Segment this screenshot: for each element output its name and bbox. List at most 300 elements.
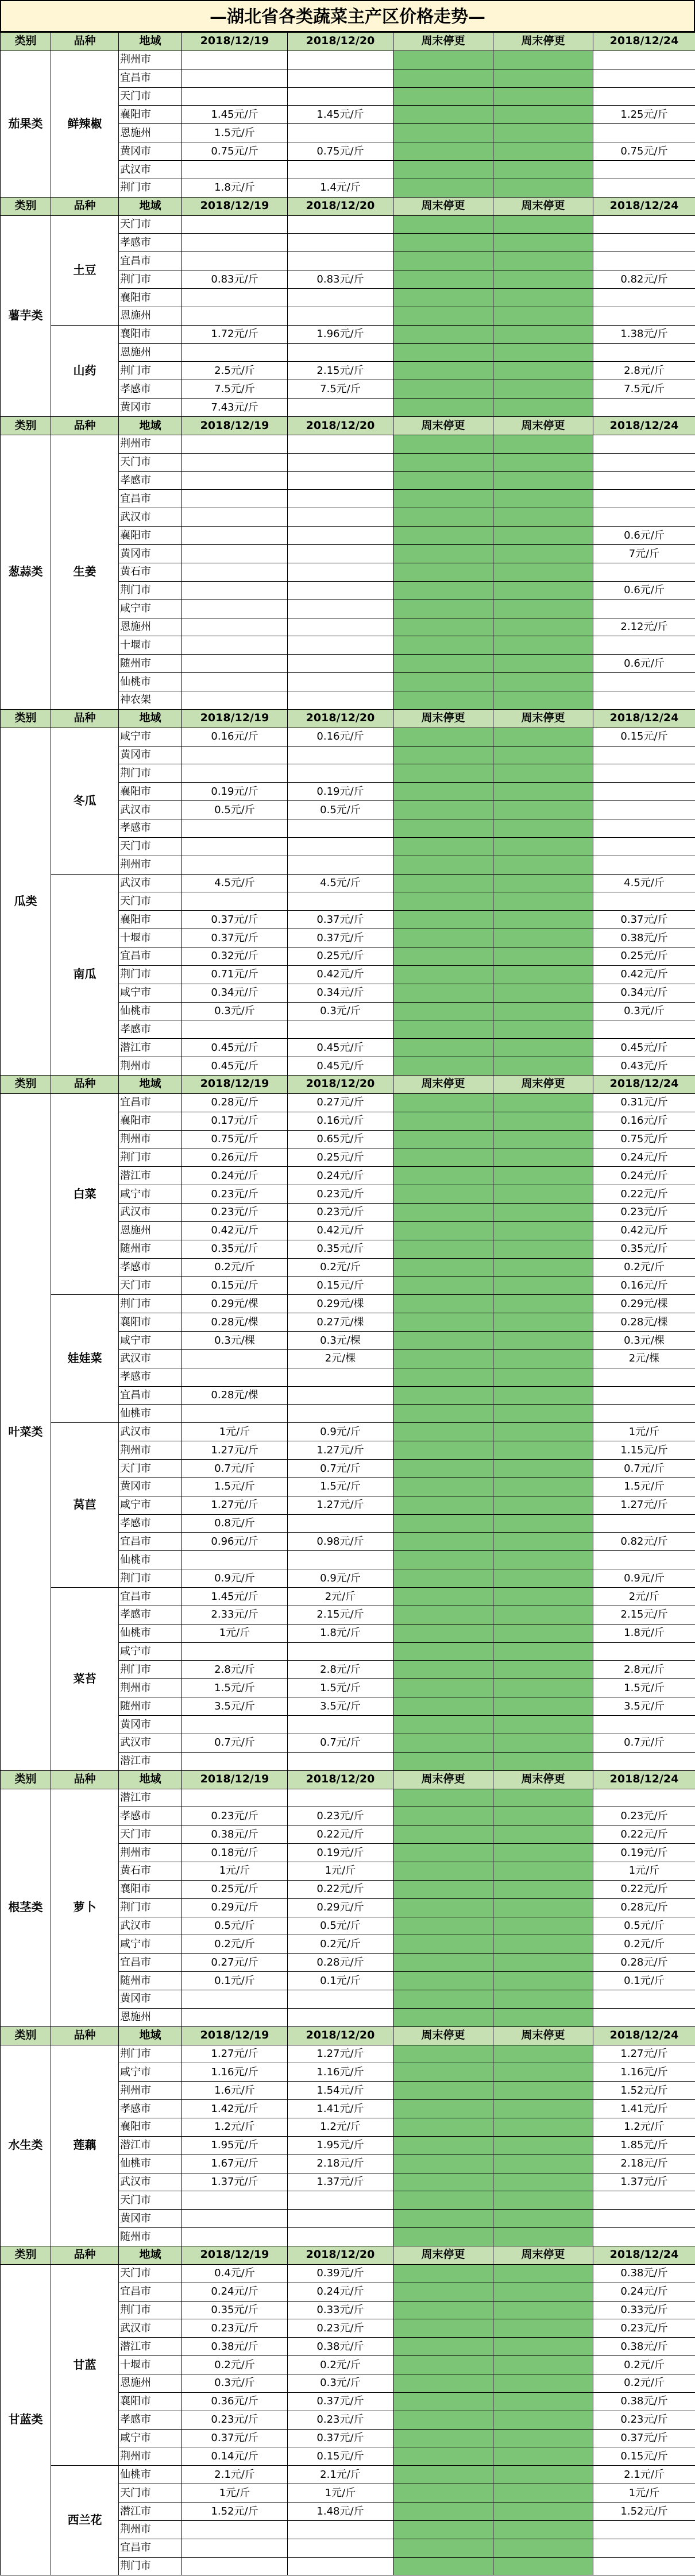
- region-cell: 荆州市: [119, 1844, 182, 1862]
- price-cell-1224: 1.27元/斤: [593, 1496, 695, 1514]
- weekend-cell: [393, 362, 493, 380]
- price-cell-1224: 0.23元/斤: [593, 2411, 695, 2429]
- price-cell-1219: 0.16元/斤: [182, 728, 288, 746]
- price-cell-1220: 0.15元/斤: [288, 2447, 393, 2466]
- price-cell-1220: [288, 563, 393, 581]
- weekend-cell: [393, 783, 493, 801]
- price-cell-1220: 0.19元/斤: [288, 783, 393, 801]
- header-date-1219: 2018/12/19: [182, 1770, 288, 1789]
- region-cell: 天门市: [119, 87, 182, 106]
- weekend-cell: [493, 1130, 593, 1148]
- weekend-cell: [393, 1240, 493, 1258]
- weekend-cell: [493, 1112, 593, 1130]
- price-cell-1219: 0.1元/斤: [182, 1972, 288, 1990]
- region-cell: 恩施州: [119, 307, 182, 325]
- price-cell-1220: 0.22元/斤: [288, 1825, 393, 1844]
- variety-cell: 白菜: [51, 1093, 119, 1294]
- price-cell-1219: 0.19元/斤: [182, 783, 288, 801]
- price-cell-1220: [288, 234, 393, 252]
- header-category: 类别: [1, 709, 51, 728]
- price-cell-1224: [593, 819, 695, 837]
- weekend-cell: [493, 728, 593, 746]
- price-cell-1224: [593, 1990, 695, 2008]
- price-cell-1224: 1.16元/斤: [593, 2063, 695, 2082]
- price-cell-1224: 2.18元/斤: [593, 2155, 695, 2173]
- weekend-cell: [493, 1697, 593, 1716]
- header-date-1224: 2018/12/24: [593, 1075, 695, 1093]
- price-cell-1220: 1.16元/斤: [288, 2063, 393, 2082]
- region-cell: 孝感市: [119, 1606, 182, 1624]
- price-cell-1224: [593, 399, 695, 417]
- price-cell-1224: 2元/棵: [593, 1349, 695, 1368]
- weekend-cell: [393, 527, 493, 545]
- table-row: [1, 728, 695, 746]
- price-cell-1219: 1.27元/斤: [182, 2045, 288, 2063]
- header-date-1219: 2018/12/19: [182, 197, 288, 215]
- region-cell: 咸宁市: [119, 2063, 182, 2082]
- price-cell-1220: 0.33元/斤: [288, 2301, 393, 2319]
- region-cell: 黄冈市: [119, 1477, 182, 1496]
- header-region: 地域: [119, 1075, 182, 1093]
- price-cell-1220: [288, 655, 393, 673]
- weekend-cell: [493, 819, 593, 837]
- price-cell-1224: [593, 599, 695, 618]
- weekend-cell: [493, 2356, 593, 2374]
- header-region: 地域: [119, 197, 182, 215]
- weekend-cell: [493, 1148, 593, 1167]
- price-cell-1219: 1.42元/斤: [182, 2100, 288, 2118]
- variety-cell: 娃娃菜: [51, 1295, 119, 1423]
- price-cell-1224: 1.15元/斤: [593, 1441, 695, 1460]
- header-variety: 品种: [51, 2246, 119, 2264]
- region-cell: 襄阳市: [119, 2118, 182, 2136]
- price-cell-1220: [288, 1020, 393, 1039]
- weekend-cell: [493, 1935, 593, 1954]
- region-cell: 仙桃市: [119, 2466, 182, 2484]
- price-cell-1219: 0.75元/斤: [182, 1130, 288, 1148]
- weekend-cell: [493, 636, 593, 655]
- weekend-cell: [393, 2100, 493, 2118]
- region-cell: 襄阳市: [119, 911, 182, 929]
- price-cell-1220: [288, 892, 393, 911]
- price-cell-1220: [288, 435, 393, 453]
- price-cell-1224: 0.16元/斤: [593, 1277, 695, 1295]
- region-cell: 咸宁市: [119, 728, 182, 746]
- price-cell-1220: 0.23元/斤: [288, 1204, 393, 1222]
- weekend-cell: [493, 2008, 593, 2026]
- weekend-cell: [493, 1954, 593, 1972]
- header-row: [1, 1075, 695, 1093]
- price-cell-1219: [182, 563, 288, 581]
- price-cell-1219: 0.23元/斤: [182, 2411, 288, 2429]
- header-date-1219: 2018/12/19: [182, 2246, 288, 2264]
- price-cell-1220: [288, 1716, 393, 1734]
- region-cell: 荆门市: [119, 270, 182, 289]
- weekend-cell: [393, 2374, 493, 2393]
- header-row: [1, 417, 695, 435]
- weekend-cell: [493, 801, 593, 819]
- price-cell-1220: [288, 837, 393, 856]
- price-cell-1219: [182, 490, 288, 508]
- price-cell-1220: 0.24元/斤: [288, 1167, 393, 1185]
- weekend-cell: [493, 343, 593, 362]
- weekend-cell: [493, 1277, 593, 1295]
- weekend-cell: [393, 179, 493, 197]
- weekend-cell: [493, 691, 593, 709]
- price-cell-1224: 2.15元/斤: [593, 1606, 695, 1624]
- region-cell: 天门市: [119, 837, 182, 856]
- category-cell: 瓜类: [1, 728, 51, 1075]
- price-cell-1224: 0.24元/斤: [593, 1167, 695, 1185]
- weekend-cell: [393, 1716, 493, 1734]
- region-cell: 荆州市: [119, 1057, 182, 1076]
- weekend-cell: [393, 1551, 493, 1569]
- weekend-cell: [493, 252, 593, 270]
- price-cell-1224: 1元/斤: [593, 1423, 695, 1441]
- price-cell-1219: 0.2元/斤: [182, 1935, 288, 1954]
- price-cell-1220: 1.5元/斤: [288, 1679, 393, 1697]
- price-cell-1224: [593, 2191, 695, 2210]
- weekend-cell: [493, 1880, 593, 1898]
- price-cell-1219: 1元/斤: [182, 1423, 288, 1441]
- header-weekend-1: 周末停更: [393, 33, 493, 51]
- header-row: [1, 709, 695, 728]
- region-cell: 宜昌市: [119, 1954, 182, 1972]
- region-cell: 襄阳市: [119, 1313, 182, 1332]
- header-weekend-1: 周末停更: [393, 197, 493, 215]
- region-cell: 仙桃市: [119, 1405, 182, 1423]
- price-cell-1219: 1元/斤: [182, 1624, 288, 1642]
- price-cell-1219: 0.37元/斤: [182, 2429, 288, 2447]
- price-cell-1219: 4.5元/斤: [182, 874, 288, 892]
- price-cell-1220: 0.2元/斤: [288, 1258, 393, 1277]
- price-cell-1219: 0.38元/斤: [182, 2338, 288, 2356]
- weekend-cell: [393, 289, 493, 307]
- region-cell: 襄阳市: [119, 1112, 182, 1130]
- weekend-cell: [393, 2356, 493, 2374]
- price-cell-1220: [288, 599, 393, 618]
- weekend-cell: [493, 2319, 593, 2338]
- price-cell-1220: 2.18元/斤: [288, 2155, 393, 2173]
- price-cell-1224: 7.5元/斤: [593, 380, 695, 399]
- price-cell-1224: [593, 563, 695, 581]
- table-row: [1, 1423, 695, 1441]
- price-cell-1220: 3.5元/斤: [288, 1697, 393, 1716]
- header-date-1219: 2018/12/19: [182, 1075, 288, 1093]
- variety-cell: 萝卜: [51, 1789, 119, 2026]
- header-date-1219: 2018/12/19: [182, 417, 288, 435]
- price-cell-1220: 0.25元/斤: [288, 947, 393, 965]
- weekend-cell: [493, 1734, 593, 1752]
- price-cell-1219: [182, 618, 288, 636]
- header-variety: 品种: [51, 2026, 119, 2045]
- weekend-cell: [493, 1789, 593, 1807]
- price-cell-1220: 0.3元/斤: [288, 1002, 393, 1020]
- weekend-cell: [493, 2411, 593, 2429]
- price-cell-1224: [593, 490, 695, 508]
- variety-cell: 西兰花: [51, 2466, 119, 2575]
- sheet-title: —湖北省各类蔬菜主产区价格走势—: [0, 0, 695, 32]
- weekend-cell: [493, 2502, 593, 2521]
- price-cell-1219: 0.17元/斤: [182, 1112, 288, 1130]
- region-cell: 潜江市: [119, 1039, 182, 1057]
- price-cell-1220: 0.29元/斤: [288, 1898, 393, 1917]
- weekend-cell: [393, 1313, 493, 1332]
- weekend-cell: [393, 1204, 493, 1222]
- price-cell-1219: 2.8元/斤: [182, 1661, 288, 1679]
- price-cell-1220: 1.48元/斤: [288, 2502, 393, 2521]
- price-cell-1224: [593, 691, 695, 709]
- weekend-cell: [493, 2539, 593, 2557]
- price-cell-1224: 0.82元/斤: [593, 270, 695, 289]
- region-cell: 荆州市: [119, 2520, 182, 2539]
- header-category: 类别: [1, 1770, 51, 1789]
- region-cell: 随州市: [119, 2228, 182, 2246]
- region-cell: 仙桃市: [119, 673, 182, 691]
- region-cell: 天门市: [119, 892, 182, 911]
- weekend-cell: [493, 325, 593, 343]
- weekend-cell: [393, 2191, 493, 2210]
- price-cell-1224: 0.23元/斤: [593, 1204, 695, 1222]
- header-region: 地域: [119, 709, 182, 728]
- price-cell-1224: 0.31元/斤: [593, 1093, 695, 1112]
- weekend-cell: [493, 911, 593, 929]
- price-cell-1220: [288, 124, 393, 142]
- weekend-cell: [493, 563, 593, 581]
- price-cell-1224: 1.52元/斤: [593, 2082, 695, 2100]
- price-cell-1219: [182, 636, 288, 655]
- price-cell-1224: 0.3元/棵: [593, 1332, 695, 1350]
- region-cell: 咸宁市: [119, 1332, 182, 1350]
- weekend-cell: [493, 1240, 593, 1258]
- price-cell-1219: [182, 252, 288, 270]
- variety-cell: 莴苣: [51, 1423, 119, 1588]
- price-cell-1224: 0.33元/斤: [593, 2301, 695, 2319]
- weekend-cell: [493, 581, 593, 599]
- price-cell-1220: [288, 819, 393, 837]
- price-cell-1220: [288, 2191, 393, 2210]
- price-table: [0, 32, 695, 2575]
- weekend-cell: [393, 1734, 493, 1752]
- header-variety: 品种: [51, 1770, 119, 1789]
- price-cell-1219: 1.27元/斤: [182, 1441, 288, 1460]
- header-category: 类别: [1, 2246, 51, 2264]
- weekend-cell: [493, 1844, 593, 1862]
- header-region: 地域: [119, 33, 182, 51]
- weekend-cell: [393, 343, 493, 362]
- weekend-cell: [393, 965, 493, 984]
- price-cell-1220: [288, 2520, 393, 2539]
- variety-cell: 山药: [51, 325, 119, 416]
- price-cell-1219: 1.5元/斤: [182, 1477, 288, 1496]
- header-weekend-2: 周末停更: [493, 2026, 593, 2045]
- price-cell-1219: [182, 527, 288, 545]
- price-cell-1224: [593, 508, 695, 527]
- price-cell-1224: [593, 51, 695, 69]
- weekend-cell: [493, 837, 593, 856]
- weekend-cell: [493, 1606, 593, 1624]
- weekend-cell: [393, 801, 493, 819]
- header-date-1224: 2018/12/24: [593, 197, 695, 215]
- price-cell-1224: 0.23元/斤: [593, 2319, 695, 2338]
- price-cell-1219: [182, 837, 288, 856]
- price-cell-1219: 0.37元/斤: [182, 929, 288, 947]
- weekend-cell: [393, 2484, 493, 2502]
- table-row: [1, 435, 695, 453]
- weekend-cell: [393, 856, 493, 874]
- weekend-cell: [393, 2118, 493, 2136]
- weekend-cell: [393, 1624, 493, 1642]
- weekend-cell: [493, 984, 593, 1002]
- weekend-cell: [393, 2210, 493, 2228]
- region-cell: 荆州市: [119, 1130, 182, 1148]
- weekend-cell: [493, 87, 593, 106]
- price-cell-1220: 0.45元/斤: [288, 1039, 393, 1057]
- region-cell: 襄阳市: [119, 527, 182, 545]
- price-cell-1224: 0.34元/斤: [593, 984, 695, 1002]
- header-date-1219: 2018/12/19: [182, 33, 288, 51]
- region-cell: 襄阳市: [119, 783, 182, 801]
- price-cell-1219: 1.95元/斤: [182, 2136, 288, 2155]
- header-weekend-2: 周末停更: [493, 417, 593, 435]
- table-row: [1, 2264, 695, 2283]
- weekend-cell: [493, 1862, 593, 1880]
- region-cell: 天门市: [119, 215, 182, 234]
- price-cell-1224: [593, 764, 695, 783]
- header-row: [1, 197, 695, 215]
- price-cell-1224: 0.42元/斤: [593, 1221, 695, 1240]
- region-cell: 恩施州: [119, 124, 182, 142]
- price-cell-1220: [288, 1789, 393, 1807]
- price-cell-1224: 1.5元/斤: [593, 1679, 695, 1697]
- price-cell-1224: 1.85元/斤: [593, 2136, 695, 2155]
- weekend-cell: [393, 490, 493, 508]
- region-cell: 黄石市: [119, 1862, 182, 1880]
- price-cell-1220: 4.5元/斤: [288, 874, 393, 892]
- price-cell-1220: [288, 2539, 393, 2557]
- weekend-cell: [493, 1990, 593, 2008]
- weekend-cell: [393, 545, 493, 563]
- header-weekend-1: 周末停更: [393, 1075, 493, 1093]
- price-cell-1224: 0.37元/斤: [593, 2429, 695, 2447]
- weekend-cell: [393, 2502, 493, 2521]
- price-cell-1220: 0.16元/斤: [288, 728, 393, 746]
- price-cell-1224: 0.6元/斤: [593, 581, 695, 599]
- weekend-cell: [493, 947, 593, 965]
- weekend-cell: [493, 2173, 593, 2191]
- weekend-cell: [493, 508, 593, 527]
- price-cell-1224: 0.3元/斤: [593, 1002, 695, 1020]
- weekend-cell: [493, 1405, 593, 1423]
- price-cell-1220: 1.27元/斤: [288, 1441, 393, 1460]
- region-cell: 武汉市: [119, 1204, 182, 1222]
- price-cell-1224: 0.15元/斤: [593, 728, 695, 746]
- weekend-cell: [393, 2063, 493, 2082]
- region-cell: 孝感市: [119, 1514, 182, 1533]
- price-cell-1219: 0.28元/棵: [182, 1313, 288, 1332]
- price-cell-1224: 0.2元/斤: [593, 2374, 695, 2393]
- header-region: 地域: [119, 2026, 182, 2045]
- weekend-cell: [393, 1020, 493, 1039]
- price-cell-1224: [593, 343, 695, 362]
- price-cell-1224: [593, 471, 695, 490]
- weekend-cell: [493, 965, 593, 984]
- weekend-cell: [393, 874, 493, 892]
- price-cell-1224: [593, 1020, 695, 1039]
- weekend-cell: [393, 142, 493, 161]
- price-cell-1220: 1.45元/斤: [288, 106, 393, 124]
- price-cell-1220: 0.1元/斤: [288, 1972, 393, 1990]
- price-cell-1219: 1.52元/斤: [182, 2502, 288, 2521]
- price-cell-1220: 1.2元/斤: [288, 2118, 393, 2136]
- region-cell: 仙桃市: [119, 1624, 182, 1642]
- header-date-1224: 2018/12/24: [593, 2026, 695, 2045]
- price-cell-1219: [182, 215, 288, 234]
- table-row: [1, 1588, 695, 1606]
- price-cell-1224: 1.27元/斤: [593, 2045, 695, 2063]
- price-table-body: [1, 33, 695, 2575]
- price-cell-1219: 0.23元/斤: [182, 1185, 288, 1204]
- weekend-cell: [493, 1185, 593, 1204]
- price-cell-1224: 2.1元/斤: [593, 2466, 695, 2484]
- price-cell-1224: 0.42元/斤: [593, 965, 695, 984]
- weekend-cell: [393, 1789, 493, 1807]
- price-cell-1224: 2.8元/斤: [593, 362, 695, 380]
- weekend-cell: [393, 1477, 493, 1496]
- weekend-cell: [393, 215, 493, 234]
- region-cell: 孝感市: [119, 1368, 182, 1386]
- price-cell-1220: 0.38元/斤: [288, 2338, 393, 2356]
- price-cell-1220: [288, 636, 393, 655]
- price-cell-1219: 1.45元/斤: [182, 1588, 288, 1606]
- table-row: [1, 2045, 695, 2063]
- header-region: 地域: [119, 1770, 182, 1789]
- weekend-cell: [393, 1752, 493, 1770]
- weekend-cell: [393, 1642, 493, 1661]
- price-cell-1219: 0.24元/斤: [182, 1167, 288, 1185]
- header-region: 地域: [119, 417, 182, 435]
- header-weekend-1: 周末停更: [393, 1770, 493, 1789]
- weekend-cell: [393, 1221, 493, 1240]
- price-cell-1224: 0.38元/斤: [593, 2392, 695, 2411]
- price-cell-1219: 0.3元/斤: [182, 1002, 288, 1020]
- region-cell: 孝感市: [119, 471, 182, 490]
- price-cell-1224: [593, 69, 695, 87]
- price-cell-1219: 0.29元/棵: [182, 1295, 288, 1313]
- weekend-cell: [493, 2228, 593, 2246]
- region-cell: 襄阳市: [119, 2392, 182, 2411]
- price-cell-1219: 0.5元/斤: [182, 801, 288, 819]
- header-date-1220: 2018/12/20: [288, 2026, 393, 2045]
- weekend-cell: [493, 2484, 593, 2502]
- price-cell-1220: 0.2元/斤: [288, 1935, 393, 1954]
- weekend-cell: [493, 399, 593, 417]
- price-cell-1224: 1元/斤: [593, 2484, 695, 2502]
- weekend-cell: [393, 1130, 493, 1148]
- price-cell-1220: [288, 764, 393, 783]
- price-cell-1219: 2.5元/斤: [182, 362, 288, 380]
- variety-cell: 鲜辣椒: [51, 51, 119, 197]
- weekend-cell: [493, 892, 593, 911]
- weekend-cell: [493, 289, 593, 307]
- header-category: 类别: [1, 33, 51, 51]
- price-cell-1220: [288, 307, 393, 325]
- price-cell-1220: 0.35元/斤: [288, 1240, 393, 1258]
- weekend-cell: [393, 471, 493, 490]
- price-cell-1219: 0.3元/棵: [182, 1332, 288, 1350]
- region-cell: 荆门市: [119, 2301, 182, 2319]
- weekend-cell: [393, 106, 493, 124]
